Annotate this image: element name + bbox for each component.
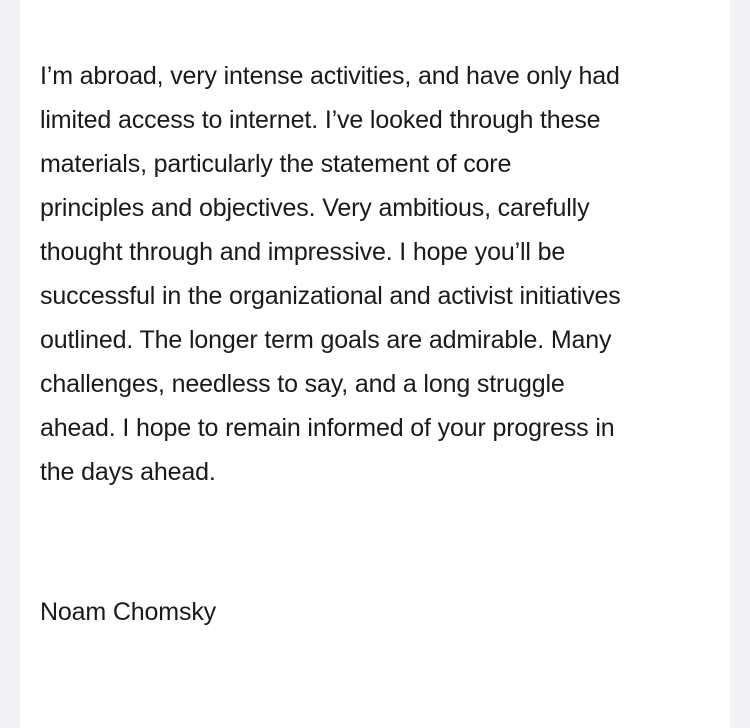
- message-line: materials, particularly the statement of core: [40, 150, 512, 178]
- message-line: principles and objectives. Very ambitious, carefully: [40, 194, 590, 222]
- signature: Noam Chomsky: [40, 598, 217, 626]
- message-body: [40, 54, 712, 494]
- message-line: challenges, needless to say, and a long struggle: [40, 370, 565, 398]
- message-line: ahead. I hope to remain informed of your progress in: [40, 414, 615, 442]
- message-panel: [20, 0, 730, 728]
- message-line: the days ahead.: [40, 458, 216, 486]
- message-line: successful in the organizational and activist initiatives: [40, 282, 621, 310]
- message-line: outlined. The longer term goals are admirable. Many: [40, 326, 612, 354]
- message-line: I’m abroad, very intense activities, and have only had: [40, 62, 620, 90]
- message-line: limited access to internet. I’ve looked through these: [40, 106, 601, 134]
- message-line: thought through and impressive. I hope you’ll be: [40, 238, 566, 266]
